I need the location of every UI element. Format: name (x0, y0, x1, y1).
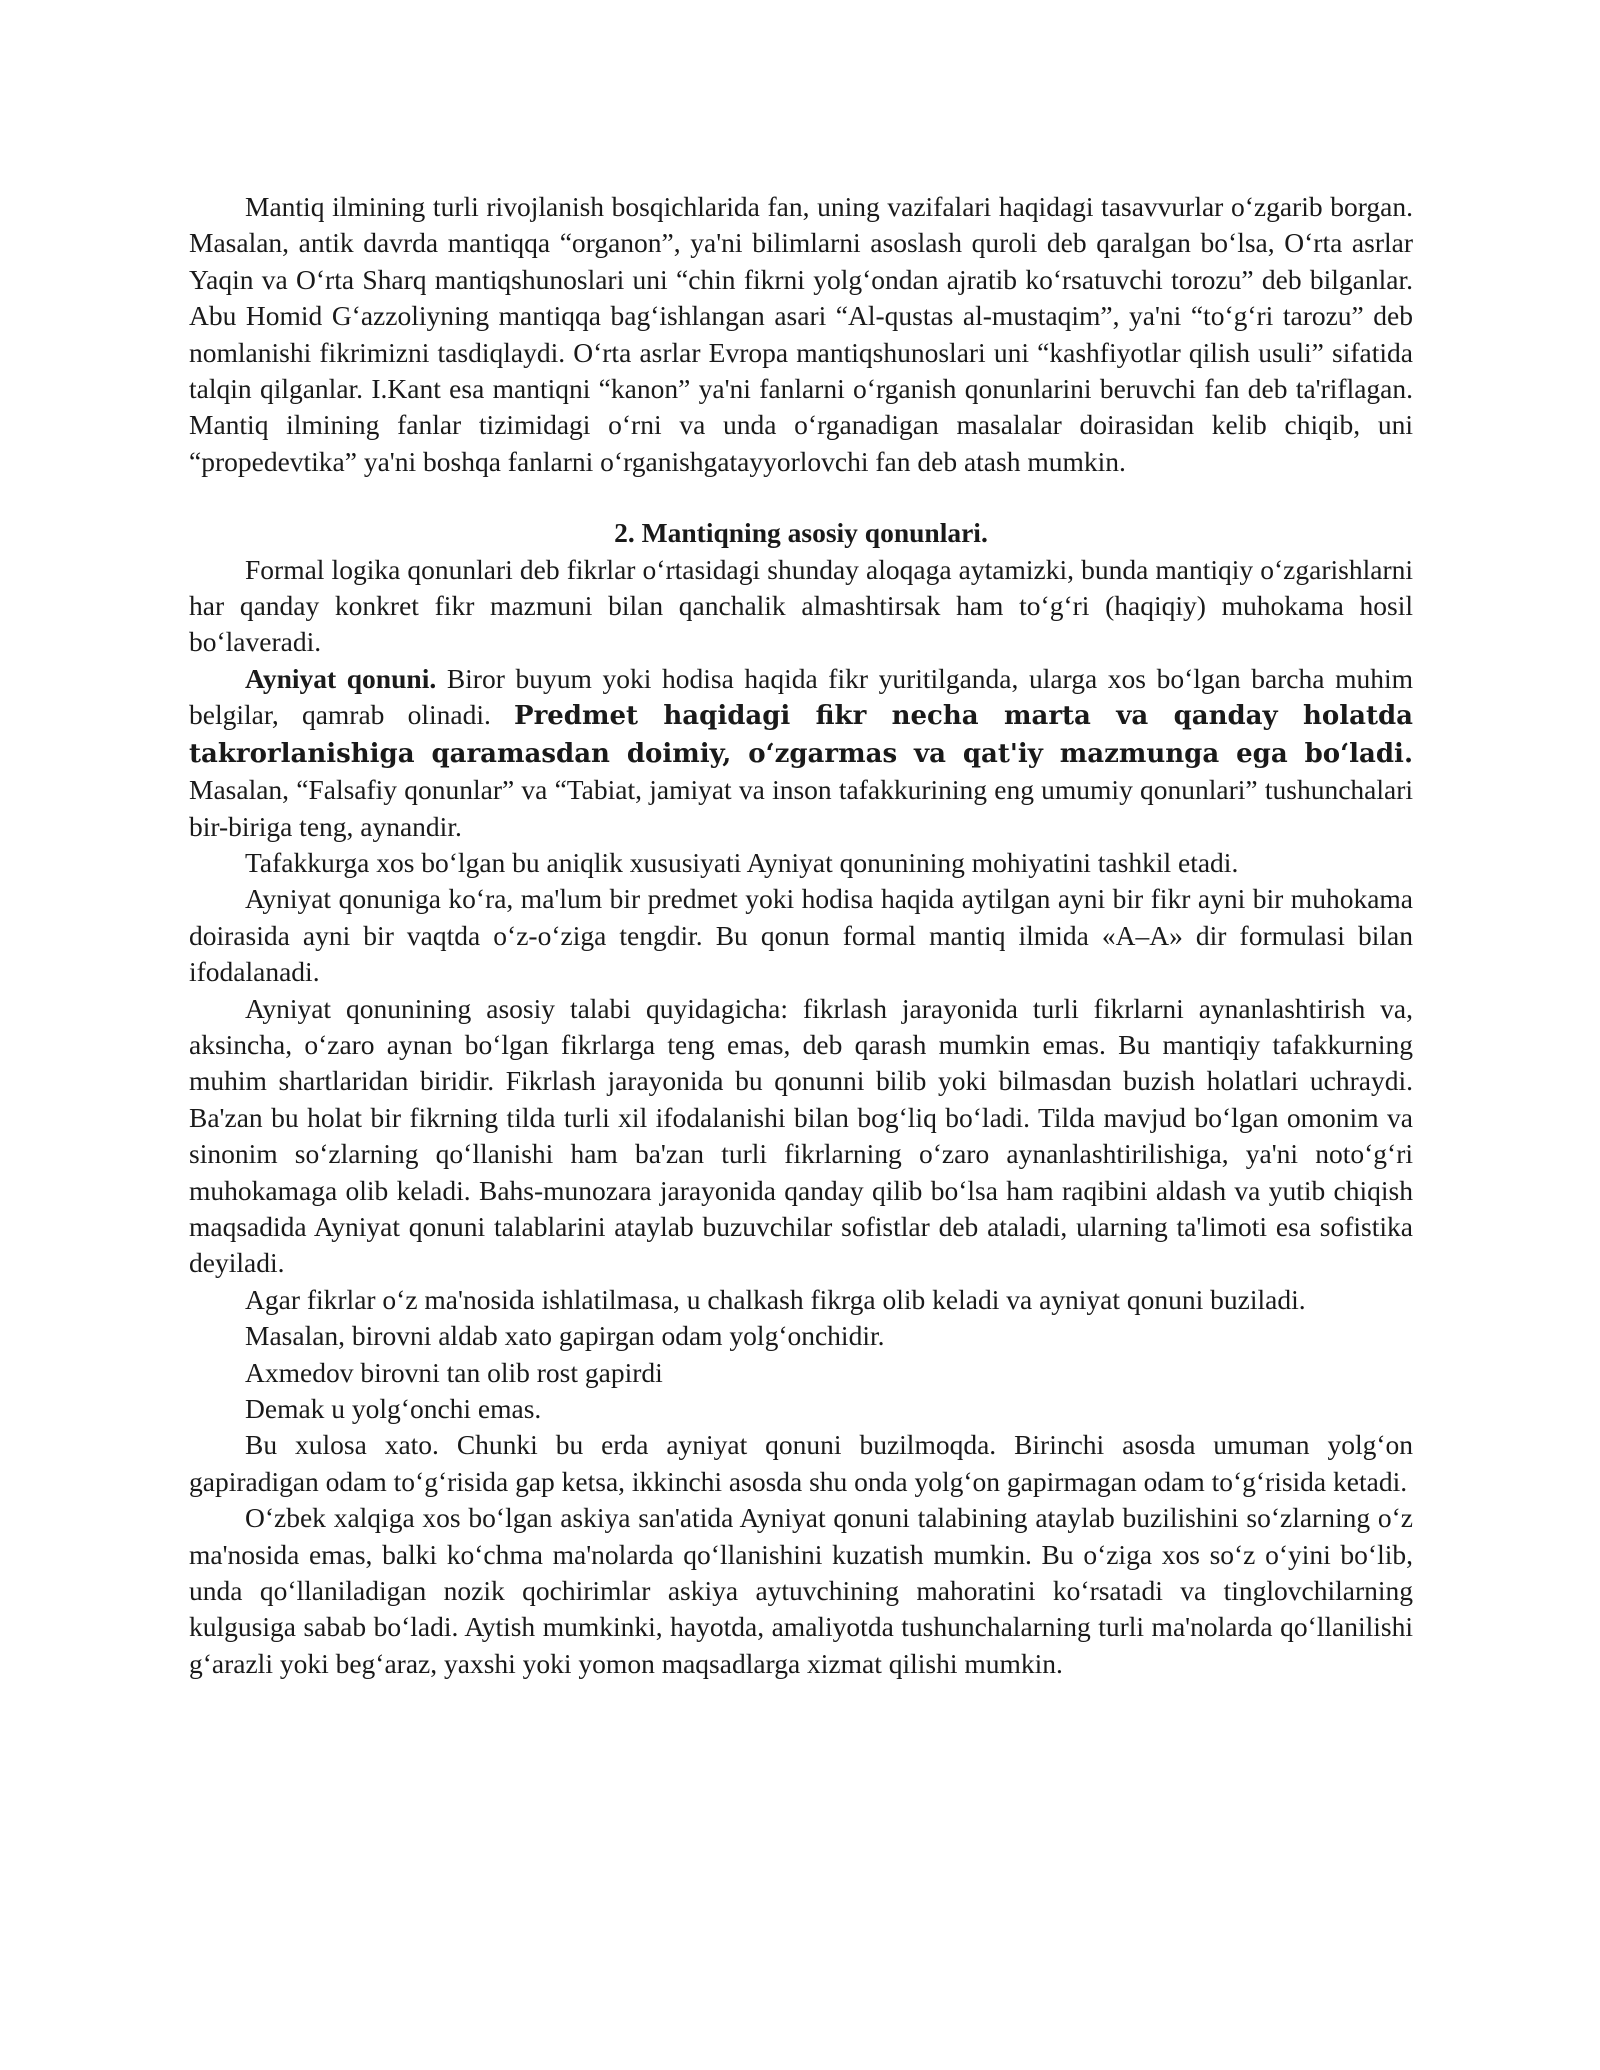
paragraph-thinking-precision: Tafakkurga xos boʻlgan bu aniqlik xususiyati Ayniyat qonunining mohiyatini tashkil etadi. (245, 846, 1239, 878)
identity-law-title: Ayniyat qonuni. (245, 662, 437, 694)
paragraph-identity-formula: Ayniyat qonuniga koʻra, ma'lum bir predmet yoki hodisa haqida aytilgan ayni bir fikr ayni bir muhokama doirasida ayni bir vaqtda oʻz-oʻziga tengdir. Bu qonun formal mantiq ilmida «A–A» dir formulasi bilan ifodalanadi. (189, 883, 1413, 988)
identity-law-text-1: Biror buyum yoki hodisa haqida fikr yuritilganda, ularga xos boʻlgan barcha muhim belgilar, qamrab olinadi. (189, 662, 1413, 731)
identity-law-text-2: Masalan, “Falsafiy qonunlar” va “Tabiat, jamiyat va inson tafakkurining eng umumiy qonunlari” tushunchalari bir-biriga teng, aynandir. (189, 774, 1413, 842)
paragraph-intro: Mantiq ilmining turli rivojlanish bosqichlarida fan, uning vazifalari haqidagi tasavvurlar oʻzgarib borgan. Masalan, antik davrda mantiqqa “organon”, ya'ni bilimlarni asoslash quroli deb qaralgan boʻlsa, Oʻrta asrlar Yaqin va Oʻrta Sharq mantiqshunoslari uni “chin fikrni yolgʻondan ajratib koʻrsatuvchi torozu” deb bilganlar. Abu Homid Gʻazzoliyning mantiqqa bagʻishlangan asari “Al-qustas al-mustaqim”, ya'ni “toʻgʻri tarozu” deb nomlanishi fikrimizni tasdiqlaydi. Oʻrta asrlar Evropa mantiqshunoslari uni “kashfiyotlar qilish usuli” sifatida talqin qilganlar. I.Kant esa mantiqni “kanon” ya'ni fanlarni oʻrganish qonunlarini beruvchi fan deb ta'riflagan. Mantiq ilmining fanlar tizimidagi oʻrni va unda oʻrganadigan masalalar doirasidan kelib chiqib, uni “propedevtika” ya'ni boshqa fanlarni oʻrganishgatayyorlovchi fan deb atash mumkin. (189, 191, 1413, 477)
example-line-1: Masalan, birovni aldab xato gapirgan odam yolgʻonchidir. (245, 1320, 885, 1352)
paragraph-identity-requirement: Ayniyat qonunining asosiy talabi quyidagicha: fikrlash jarayonida turli fikrlarni aynanlashtirish va, aksincha, oʻzaro aynan boʻlgan fikrlarga teng emas, deb qarash mumkin emas. Bu mantiqiy tafakkurning muhim shartlaridan biridir. Fikrlash jarayonida bu qonunni bilib yoki bilmasdan buzish holatlari uchraydi. Ba'zan bu holat bir fikrning tilda turli xil ifodalanishi bilan bogʻliq boʻladi. Tilda mavjud boʻlgan omonim va sinonim soʻzlarning qoʻllanishi ham ba'zan turli fikrlarning oʻzaro aynanlashtirilishiga, ya'ni notoʻgʻri muhokamaga olib keladi. Bahs-munozara jarayonida qanday qilib boʻlsa ham raqibini aldash va yutib chiqish maqsadida Ayniyat qonuni talablarini ataylab buzuvchilar sofistlar deb ataladi, ularning ta'limoti esa sofistika deyiladi. (189, 992, 1413, 1279)
paragraph-formal-logic: Formal logika qonunlari deb fikrlar oʻrtasidagi shunday aloqaga aytamizki, bunda mantiqiy oʻzgarishlarni har qanday konkret fikr mazmuni bilan qanchalik almashtirsak ham toʻgʻri (haqiqiy) muhokama hosil boʻlaveradi. (189, 553, 1413, 658)
identity-law-emphasis: Predmet haqidagi fikr necha marta va qanday holatda takrorlanishiga qaramasdan doimiy, oʻzgarmas va qat'iy mazmunga ega boʻladi. (189, 701, 1413, 769)
example-line-3: Demak u yolgʻonchi emas. (245, 1393, 542, 1424)
section-heading: 2. Mantiqning asosiy qonunlari. (614, 517, 988, 549)
document-body (189, 189, 1413, 1682)
paragraph-identity-law (189, 661, 1413, 845)
paragraph-violation: Agar fikrlar oʻz ma'nosida ishlatilmasa, u chalkash fikrga olib keladi va ayniyat qonuni buziladi. (245, 1283, 1306, 1315)
paragraph-conclusion-error: Bu xulosa xato. Chunki bu erda ayniyat qonuni buzilmoqda. Birinchi asosda umuman yolgʻon gapiradigan odam toʻgʻrisida gap ketsa, ikkinchi asosda shu onda yolgʻon gapirmagan odam toʻgʻrisida ketadi. (189, 1429, 1413, 1497)
paragraph-askiya: Oʻzbek xalqiga xos boʻlgan askiya san'atida Ayniyat qonuni talabining ataylab buzilishini soʻzlarning oʻz ma'nosida emas, balki koʻchma ma'nolarda qoʻllanishini kuzatish mumkin. Bu oʻziga xos soʻz oʻyini boʻlib, unda qoʻllaniladigan nozik qochirimlar askiya aytuvchining mahoratini koʻrsatadi va tinglovchilarning kulgusiga sabab boʻladi. Aytish mumkinki, hayotda, amaliyotda tushunchalarning turli ma'nolarda qoʻllanilishi gʻarazli yoki begʻaraz, yaxshi yoki yomon maqsadlarga xizmat qilishi mumkin. (189, 1502, 1413, 1679)
example-line-2: Axmedov birovni tan olib rost gapirdi (245, 1356, 663, 1388)
